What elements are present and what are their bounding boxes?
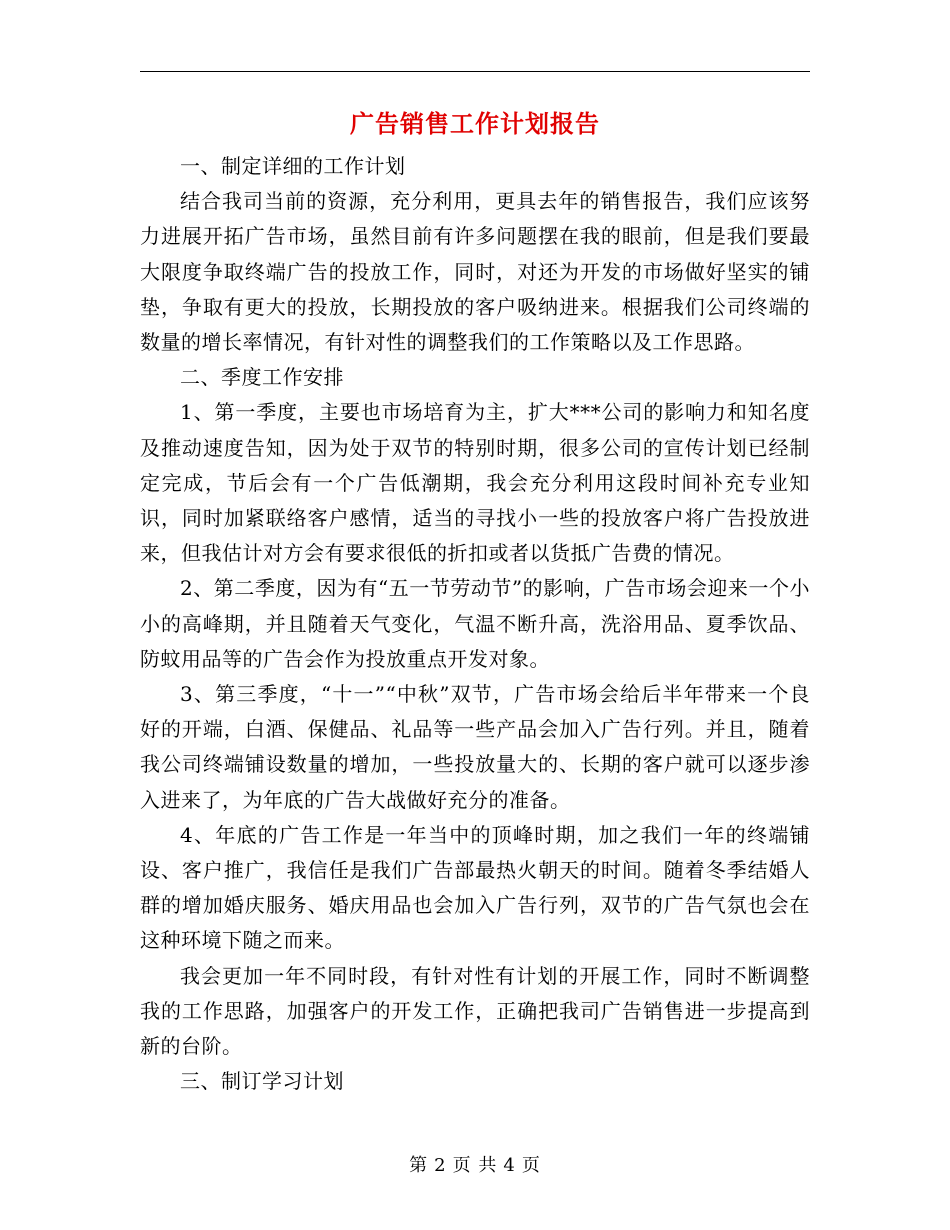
paragraph-q3: 3、第三季度，“十一”“中秋”双节，广告市场会给后半年带来一个良好的开端，白酒、保健品、礼品等一些产品会加入广告行列。并且，随着我公司终端铺设数量的增加，一些投放量大的、长期的客户就可以逐步渗入进来了，为年底的广告大战做好充分的准备。 bbox=[140, 682, 810, 812]
footer-total-pages: 4 bbox=[503, 1155, 516, 1176]
header-rule bbox=[140, 71, 810, 72]
footer-suffix: 页 bbox=[521, 1155, 541, 1176]
section-heading-quarterly: 二、季度工作安排 bbox=[180, 365, 344, 390]
document-body bbox=[140, 149, 810, 1099]
page-footer bbox=[0, 1153, 950, 1179]
paragraph-q2: 2、第二季度，因为有“五一节劳动节”的影响，广告市场会迎来一个小小的高峰期，并且随着天气变化，气温不断升高，洗浴用品、夏季饮品、防蚊用品等的广告会作为投放重点开发对象。 bbox=[140, 576, 810, 671]
section-heading-work-plan: 一、制定详细的工作计划 bbox=[180, 154, 406, 178]
paragraph-q1: 1、第一季度，主要也市场培育为主，扩大***公司的影响力和知名度及推动速度告知，因为处于双节的特别时期，很多公司的宣传计划已经制定完成，节后会有一个广告低潮期，我会充分利用这段时间补充专业知识，同时加紧联络客户感情，适当的寻找小一些的投放客户将广告投放进来，但我估计对方会有要求很低的折扣或者以货抵广告费的情况。 bbox=[140, 400, 810, 566]
footer-middle: 页 共 bbox=[452, 1155, 498, 1176]
footer-prefix: 第 bbox=[409, 1155, 429, 1176]
section-heading-study-plan: 三、制订学习计划 bbox=[180, 1069, 344, 1094]
footer-current-page: 2 bbox=[434, 1155, 447, 1176]
paragraph-q4: 4、年底的广告工作是一年当中的顶峰时期，加之我们一年的终端铺设、客户推广，我信任是我们广告部最热火朝天的时间。随着冬季结婚人群的增加婚庆服务、婚庆用品也会加入广告行列，双节的广告气氛也会在这种环境下随之而来。 bbox=[140, 822, 810, 953]
document-title: 广告销售工作计划报告 bbox=[350, 109, 600, 138]
paragraph-summary: 我会更加一年不同时段，有针对性有计划的开展工作，同时不断调整我的工作思路，加强客户的开发工作，正确把我司广告销售进一步提高到新的台阶。 bbox=[140, 963, 810, 1059]
paragraph-work-plan: 结合我司当前的资源，充分利用，更具去年的销售报告，我们应该努力进展开拓广告市场，虽然目前有许多问题摆在我的眼前，但是我们要最大限度争取终端广告的投放工作，同时，对还为开发的市场做好坚实的铺垫，争取有更大的投放，长期投放的客户吸纳进来。根据我们公司终端的数量的增长率情况，有针对性的调整我们的工作策略以及工作思路。 bbox=[140, 189, 810, 355]
